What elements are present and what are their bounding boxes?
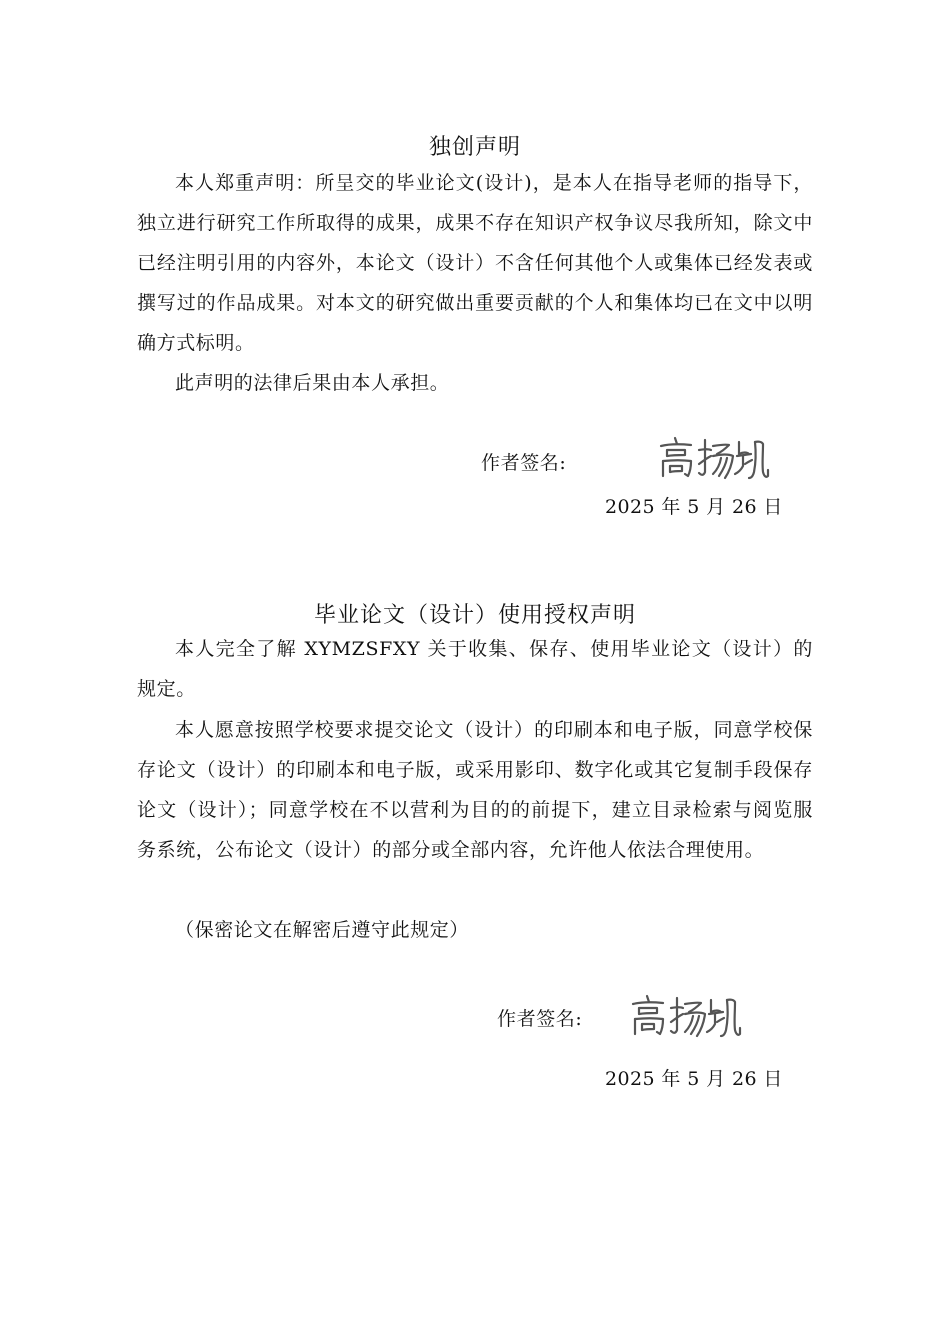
declaration-signature-label: 作者签名: (481, 452, 567, 474)
declaration-paragraph-2: 此声明的法律后果由本人承担。 (175, 372, 450, 394)
authorization-paragraph-1: 本人完全了解 XYMZSFXY 关于收集、保存、使用毕业论文（设计）的规定。 (137, 638, 813, 700)
authorization-signature-image (627, 990, 742, 1042)
declaration-date: 2025 年 5 月 26 日 (605, 496, 783, 518)
authorization-date: 2025 年 5 月 26 日 (605, 1068, 783, 1090)
authorization-signature-label: 作者签名: (497, 1008, 583, 1030)
authorization-paragraph-2: 本人愿意按照学校要求提交论文（设计）的印刷本和电子版，同意学校保存论文（设计）的印刷本和电子版，或采用影印、数字化或其它复制手段保存论文（设计）；同意学校在不以营利为目的的前提下，建立目录检索与阅览服务系统，公布论文（设计）的部分或全部内容，允许他人依法合理使用。 (137, 719, 813, 861)
declaration-title: 独创声明 (428, 135, 521, 160)
declaration-signature-image (655, 432, 770, 484)
declaration-paragraph-1: 本人郑重声明：所呈交的毕业论文(设计)，是本人在指导老师的指导下，独立进行研究工作所取得的成果，成果不存在知识产权争议尽我所知，除文中已经注明引用的内容外，本论文（设计）不含任何其他个人或集体已经发表或撰写过的作品成果。对本文的研究做出重要贡献的个人和集体均已在文中以明确方式标明。 (137, 172, 813, 354)
authorization-title: 毕业论文（设计）使用授权声明 (313, 603, 636, 628)
authorization-note: （保密论文在解密后遵守此规定） (175, 919, 470, 941)
